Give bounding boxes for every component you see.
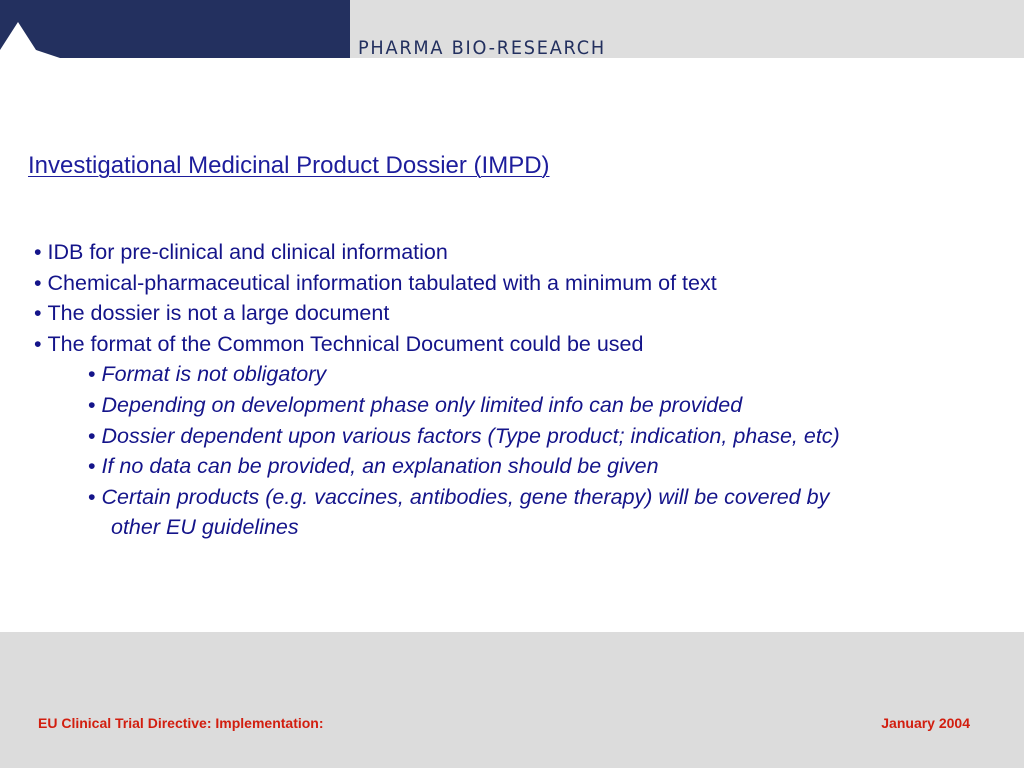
footer-presentation-title: EU Clinical Trial Directive: Implementation:	[38, 715, 324, 731]
footer-band	[0, 632, 1024, 768]
footer-date: January 2004	[881, 715, 970, 731]
slide-title: Investigational Medicinal Product Dossier (IMPD)	[28, 152, 550, 179]
header-bar	[0, 0, 1024, 58]
sub-bullet-text: Certain products (e.g. vaccines, antibodies, gene therapy) will be covered by	[101, 484, 830, 509]
brand-logo-text: PHARMA BIO-RESEARCH	[358, 37, 606, 59]
bullet-dot: •	[88, 392, 102, 417]
bullet-dot: •	[88, 484, 102, 509]
bullet-item	[0, 329, 840, 360]
sub-bullet-item	[0, 421, 840, 452]
bullet-dot: •	[34, 331, 48, 356]
sub-bullet-text: Format is not obligatory	[101, 362, 327, 387]
bullet-item	[0, 298, 840, 329]
bullet-dot: •	[88, 423, 102, 448]
sub-bullet-text: Dossier dependent upon various factors (Type product; indication, phase, etc)	[101, 423, 840, 448]
bullet-text: The dossier is not a large document	[47, 301, 390, 326]
header-peak-graphic	[0, 0, 350, 58]
sub-bullet-item	[0, 359, 840, 390]
sub-bullet-item	[0, 390, 840, 421]
bullet-text: The format of the Common Technical Document could be used	[47, 331, 644, 356]
sub-bullet-text: Depending on development phase only limited info can be provided	[101, 392, 743, 417]
bullet-dot: •	[34, 301, 48, 326]
bullet-dot: •	[34, 240, 48, 264]
sub-bullet-item	[0, 482, 840, 513]
bullet-text: Chemical-pharmaceutical information tabulated with a minimum of text	[47, 270, 717, 295]
bullet-list	[0, 237, 840, 543]
bullet-text: IDB for pre-clinical and clinical information	[47, 240, 448, 264]
bullet-item	[0, 268, 840, 299]
sub-bullet-continuation	[0, 512, 840, 543]
sub-bullet-text: If no data can be provided, an explanation should be given	[101, 454, 659, 479]
bullet-dot: •	[88, 362, 102, 387]
sub-bullet-item	[0, 451, 840, 482]
bullet-dot: •	[34, 270, 48, 295]
sub-bullet-text: other EU guidelines	[111, 515, 299, 540]
bullet-dot: •	[88, 454, 102, 479]
bullet-item	[0, 237, 840, 268]
